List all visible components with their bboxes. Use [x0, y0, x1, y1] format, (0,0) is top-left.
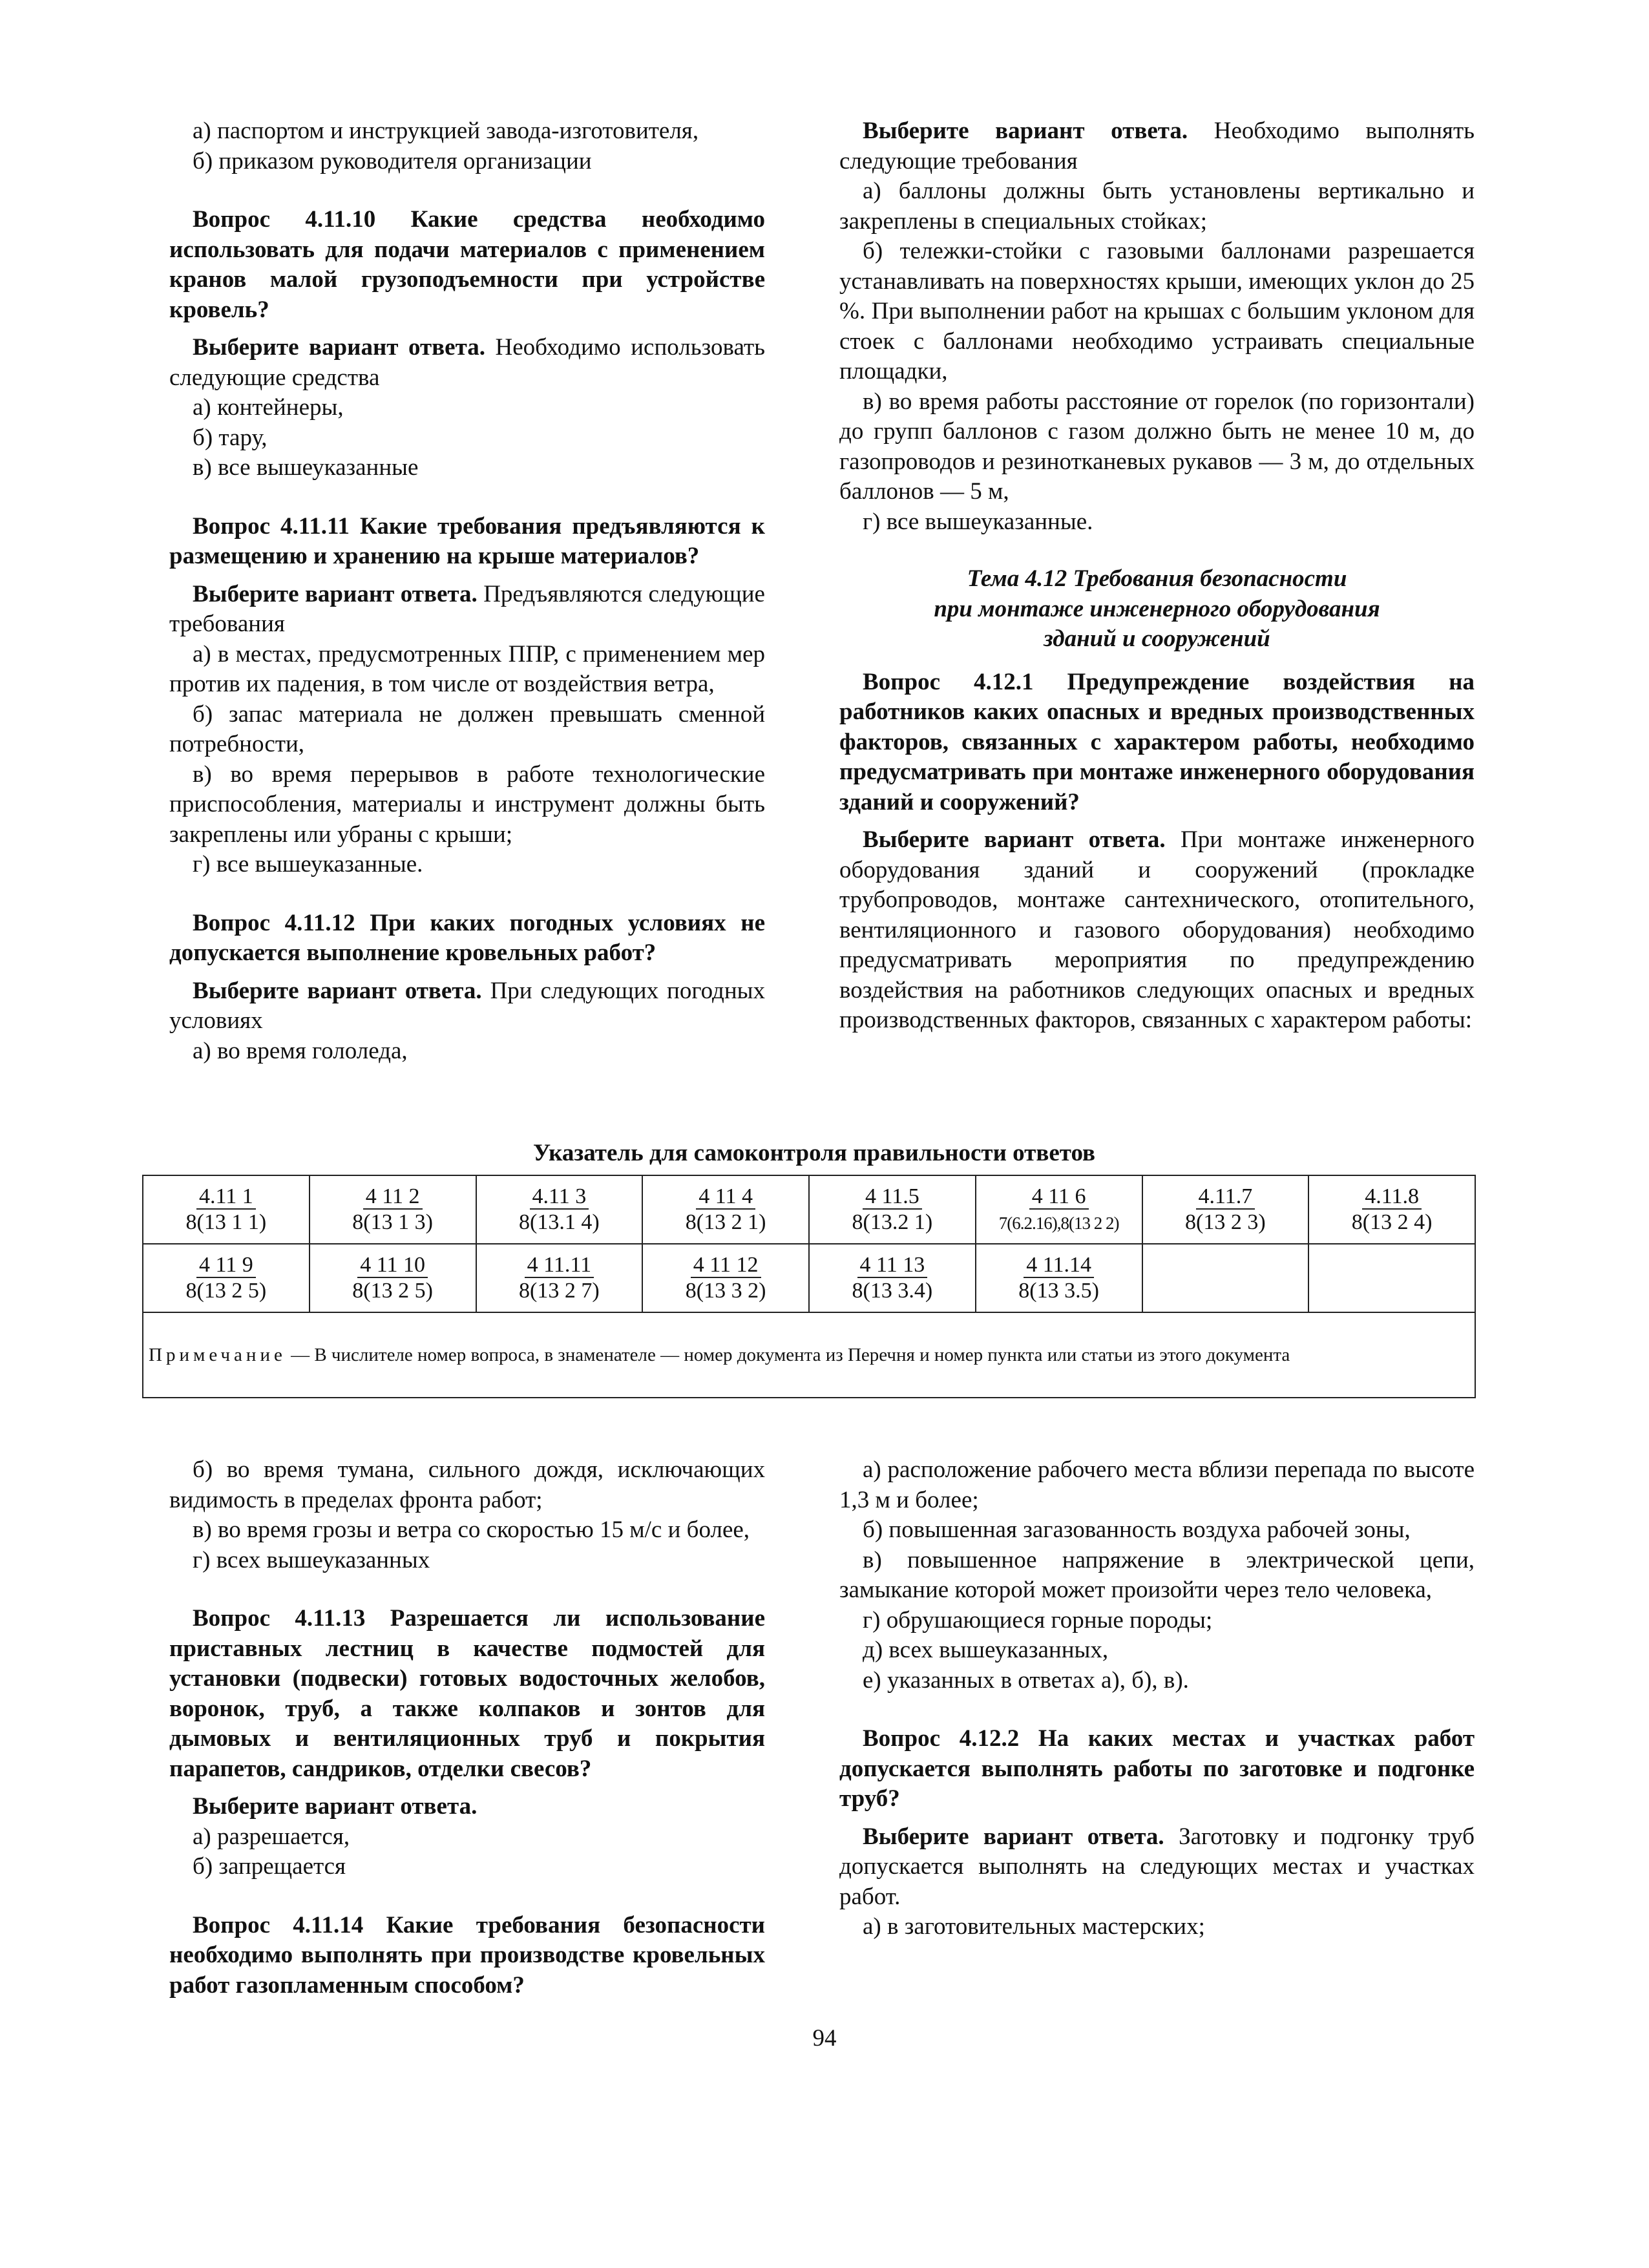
document-reference: 8(13.2 1) [852, 1210, 933, 1234]
document-reference: 8(13 2 5) [352, 1279, 433, 1303]
answer-intro [169, 333, 765, 393]
answer-intro [839, 825, 1475, 1036]
lead-label: Выберите вариант ответа. [863, 1823, 1164, 1850]
intro-text: Необходимо использовать следующие средства [169, 334, 765, 391]
topic-line: зданий и сооружений [1044, 625, 1270, 652]
answer-option: г) все вышеуказанные. [863, 508, 1093, 535]
table-cell-empty [1142, 1244, 1309, 1312]
document-reference: 8(13 3 2) [685, 1279, 766, 1303]
table-cell [976, 1244, 1142, 1312]
question-number: 4.11 1 [196, 1184, 256, 1210]
question-title: Вопрос 4.12.2 На каких местах и участках работ допускается выполнять работы по заготовке и подгонке труб? [839, 1725, 1475, 1812]
table-cell [143, 1175, 310, 1244]
document-reference: 8(13 2 4) [1351, 1210, 1433, 1234]
table-cell [310, 1175, 476, 1244]
answer-intro [169, 580, 765, 640]
answer-option: б) тару, [193, 424, 268, 451]
table-cell [1308, 1175, 1475, 1244]
question-number: 4 11 12 [691, 1253, 761, 1278]
table-cell [642, 1244, 809, 1312]
document-reference: 8(13 1 3) [352, 1210, 433, 1234]
table-row [143, 1244, 1475, 1312]
table-cell [476, 1244, 643, 1312]
page-number: 94 [812, 2025, 837, 2052]
table-note-row [143, 1312, 1475, 1398]
answer-option: а) в заготовительных мастерских; [863, 1913, 1205, 1940]
table-cell [1142, 1175, 1309, 1244]
table-cell [143, 1244, 310, 1312]
answer-option: г) обрушающиеся горные породы; [863, 1606, 1213, 1633]
table-title: Указатель для самоконтроля правильности ответов [532, 1140, 1096, 1166]
answer-option: а) баллоны должны быть установлены вертикально и закреплены в специальных стойках; [839, 178, 1475, 235]
topic-line: Тема 4.12 Требования безопасности [967, 565, 1347, 592]
document-reference: 8(13 2 7) [519, 1279, 600, 1303]
answer-option: д) всех вышеуказанных, [863, 1637, 1109, 1663]
lead-label: Выберите вариант ответа. [193, 1793, 478, 1820]
question-number: 4 11.14 [1024, 1253, 1094, 1278]
column-top-right [839, 116, 1475, 1036]
note-label: Примечание [149, 1345, 286, 1365]
answer-option: в) во время перерывов в работе технологические приспособления, материалы и инструмент должны быть закреплены или убраны с крыши; [169, 761, 765, 848]
answer-option: г) всех вышеуказанных [193, 1546, 430, 1573]
answer-intro [839, 1822, 1475, 1913]
answer-option: а) разрешается, [193, 1823, 350, 1850]
answer-intro [169, 1792, 765, 1822]
intro-text: При монтаже инженерного оборудования зданий и сооружений (прокладке трубопроводов, монтаже сантехнического, отопительного, вентиляционного и газового оборудования) необходимо предусматривать мероприятия по предупреждению воздействия на работников следующих опасных и вредных производственных факторов, связанных с характером работы: [839, 826, 1475, 1033]
document-reference: 8(13 1 1) [185, 1210, 267, 1234]
lead-label: Выберите вариант ответа. [193, 580, 478, 607]
answer-option: г) все вышеуказанные. [193, 851, 423, 877]
answer-intro [169, 976, 765, 1036]
intro-text: Предъявляются следующие требования [169, 580, 765, 637]
question-number: 4.11.8 [1362, 1184, 1422, 1210]
answer-option: б) во время тумана, сильного дождя, исключающих видимость в пределах фронта работ; [169, 1456, 765, 1513]
answer-option: в) все вышеуказанные [193, 454, 419, 481]
answer-option: в) во время грозы и ветра со скоростью 15 м/с и более, [193, 1517, 750, 1543]
note-text: — В числителе номер вопроса, в знаменателе — номер документа из Перечня и номер пункта или статьи из этого документа [286, 1345, 1290, 1365]
table-cell [809, 1244, 976, 1312]
answer-option: а) во время гололеда, [193, 1037, 408, 1064]
question-number: 4.11 3 [530, 1184, 589, 1210]
topic-heading [839, 564, 1475, 655]
answer-key-table [142, 1175, 1476, 1398]
document-reference: 8(13 2 5) [185, 1279, 267, 1303]
question-title: Вопрос 4.11.13 Разрешается ли использование приставных лестниц в качестве подмостей для установки (подвески) готовых водосточных желобов, воронок, труб, а также колпаков и зонтов для дымовых и вентиляционных труб и покрытия парапетов, сандриков, отделки свесов? [169, 1605, 765, 1782]
question-title: Вопрос 4.11.12 При каких погодных условиях не допускается выполнение кровельных работ? [169, 909, 765, 966]
question-number: 4.11.7 [1196, 1184, 1255, 1210]
answer-option: а) в местах, предусмотренных ППР, с применением мер против их падения, в том числе от воздействия ветра, [169, 640, 765, 697]
table-cell [310, 1244, 476, 1312]
document-reference: 8(13 2 3) [1185, 1210, 1266, 1234]
answer-option: б) запрещается [193, 1853, 346, 1880]
intro-text: Заготовку и подгонку труб допускается выполнять на следующих местах и участках работ. [839, 1823, 1475, 1910]
lead-label: Выберите вариант ответа. [863, 826, 1166, 853]
question-number: 4 11.5 [863, 1184, 922, 1210]
table-cell [476, 1175, 643, 1244]
table-cell [976, 1175, 1142, 1244]
lead-label: Выберите вариант ответа. [193, 334, 485, 361]
document-reference: 8(13.1 4) [519, 1210, 600, 1234]
answer-option: а) паспортом и инструкцией завода-изготовителя, [193, 118, 699, 144]
question-number: 4 11 2 [363, 1184, 423, 1210]
question-number: 4 11 10 [357, 1253, 428, 1278]
lead-label: Выберите вариант ответа. [863, 118, 1188, 144]
table-row [143, 1175, 1475, 1244]
intro-text: Необходимо выполнять следующие требования [839, 118, 1475, 174]
column-bottom-right [839, 1455, 1475, 1942]
answer-option: б) повышенная загазованность воздуха рабочей зоны, [863, 1517, 1411, 1543]
answer-option: б) запас материала не должен превышать сменной потребности, [169, 700, 765, 757]
answer-option: в) во время работы расстояние от горелок (по горизонтали) до групп баллонов с газом должно быть не менее 10 м, до газопроводов и резинотканевых рукавов — 3 м, до отдельных баллонов — 5 м, [839, 388, 1475, 505]
intro-text: При следующих погодных условиях [169, 977, 765, 1034]
question-title: Вопрос 4.11.10 Какие средства необходимо использовать для подачи материалов с применением кранов малой грузоподъемности при устройстве кровель? [169, 206, 765, 323]
column-top-left [169, 116, 765, 1066]
answer-option: в) повышенное напряжение в электрической цепи, замыкание которой может произойти через тело человека, [839, 1546, 1475, 1603]
document-reference: 8(13 3.4) [852, 1279, 933, 1303]
document-reference: 8(13 2 1) [685, 1210, 766, 1234]
question-title: Вопрос 4.12.1 Предупреждение воздействия на работников каких опасных и вредных производственных факторов, связанных с характером работы, необходимо предусматривать при монтаже инженерного оборудования зданий и сооружений? [839, 668, 1475, 815]
question-number: 4 11 9 [196, 1253, 256, 1278]
question-number: 4 11 6 [1029, 1184, 1089, 1210]
answer-option: б) приказом руководителя организации [193, 147, 592, 174]
lead-label: Выберите вариант ответа. [193, 977, 482, 1004]
table-cell-empty [1308, 1244, 1475, 1312]
answer-intro [839, 116, 1475, 176]
question-number: 4 11 13 [857, 1253, 928, 1278]
answer-option: а) контейнеры, [193, 394, 344, 421]
table-note [143, 1312, 1475, 1398]
topic-line: при монтаже инженерного оборудования [934, 595, 1380, 622]
document-reference: 8(13 3.5) [1018, 1279, 1099, 1303]
column-bottom-left [169, 1455, 765, 2008]
answer-option: е) указанных в ответах а), б), в). [863, 1666, 1189, 1694]
table-cell [809, 1175, 976, 1244]
document-reference: 7(6.2.16),8(13 2 2) [998, 1213, 1119, 1233]
answer-option: а) расположение рабочего места вблизи перепада по высоте 1,3 м и более; [839, 1456, 1475, 1513]
question-title: Вопрос 4.11.11 Какие требования предъявляются к размещению и хранению на крыше материалов? [169, 512, 765, 569]
table-cell [642, 1175, 809, 1244]
answer-option: б) тележки-стойки с газовыми баллонами разрешается устанавливать на поверхностях крыши, имеющих уклон до 25 %. При выполнении работ на крышах с большим уклоном для стоек с баллонами необходимо устраивать специальные площадки, [839, 238, 1475, 384]
question-title: Вопрос 4.11.14 Какие требования безопасности необходимо выполнять при производстве кровельных работ газопламенным способом? [169, 1911, 765, 1999]
question-number: 4 11.11 [525, 1253, 594, 1278]
question-number: 4 11 4 [696, 1184, 755, 1210]
